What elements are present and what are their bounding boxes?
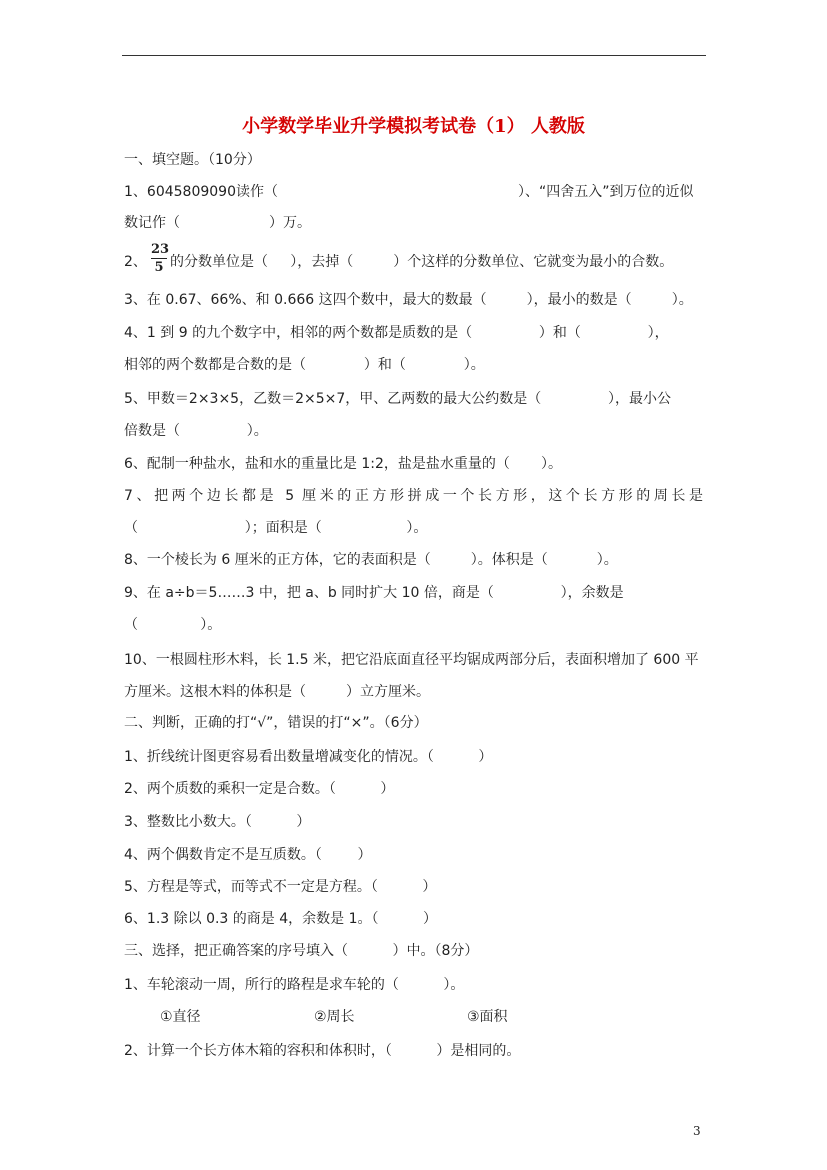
judge-item: 1、折线统计图更容易看出数量增减变化的情况。（ ）: [124, 749, 493, 765]
question-10-line-1: 10、一根圆柱形木料，长 1.5 米，把它沿底面直径平均锯成两部分后，表面积增加了 600 平: [124, 652, 699, 668]
question-1-part-c: 数记作（ ）万。: [124, 215, 312, 231]
fraction: [151, 242, 170, 275]
page-title: 小学数学毕业升学模拟考试卷（1） 人教版: [242, 116, 585, 137]
judge-item: 3、整数比小数大。（ ）: [124, 814, 311, 830]
question-1-part-b: ）、“四舍五入”到万位的近似: [518, 184, 694, 200]
question-7-line-2: （ ）；面积是（ ）。: [124, 520, 428, 536]
header-rule: [122, 55, 706, 56]
option-c: ③面积: [467, 1009, 508, 1025]
question-7-line-1: 7、把两个边长都是 5 厘米的正方形拼成一个长方形，这个长方形的周长是: [124, 488, 703, 504]
question-2-number: 2、: [124, 254, 147, 270]
question-5-line-2: 倍数是（ ）。: [124, 423, 268, 439]
question-3: 3、在 0.67、66%、和 0.666 这四个数中，最大的数最（ ），最小的数是（ ）。: [124, 292, 693, 308]
section2-heading: 二、判断，正确的打“√”，错误的打“×”。（6分）: [124, 715, 428, 731]
question-6: 6、配制一种盐水，盐和水的重量比是 1:2，盐是盐水重量的（ ）。: [124, 456, 563, 472]
option-b: ②周长: [314, 1009, 355, 1025]
section1-heading: 一、填空题。（10分）: [124, 152, 261, 168]
page-number: 3: [693, 1124, 701, 1138]
fraction-numerator: 23: [151, 242, 170, 257]
choice-question-2: 2、计算一个长方体木箱的容积和体积时，（ ）是相同的。: [124, 1043, 521, 1059]
question-8: 8、一个棱长为 6 厘米的正方体，它的表面积是（ ）。体积是（ ）。: [124, 552, 618, 568]
question-10-line-2: 方厘米。这根木料的体积是（ ）立方厘米。: [124, 684, 431, 700]
question-9-line-1: 9、在 a÷b＝5……3 中，把 a、b 同时扩大 10 倍，商是（ ），余数是: [124, 585, 624, 601]
fraction-bar: [151, 258, 167, 259]
judge-item: 2、两个质数的乘积一定是合数。（ ）: [124, 781, 395, 797]
judge-item: 6、1.3 除以 0.3 的商是 4，余数是 1。（ ）: [124, 911, 438, 927]
question-4-line-2: 相邻的两个数都是合数的是（ ）和（ ）。: [124, 357, 485, 373]
choice-question-1: 1、车轮滚动一周，所行的路程是求车轮的（ ）。: [124, 977, 465, 993]
question-1-part-a: 1、6045809090读作（: [124, 184, 278, 200]
question-5-line-1: 5、甲数＝2×3×5，乙数＝2×5×7，甲、乙两数的最大公约数是（ ），最小公: [124, 391, 672, 407]
judge-item: 5、方程是等式，而等式不一定是方程。（ ）: [124, 879, 437, 895]
question-4-line-1: 4、1 到 9 的九个数字中，相邻的两个数都是质数的是（ ）和（ ），: [124, 325, 669, 341]
section3-heading: 三、选择，把正确答案的序号填入（ ）中。（8分）: [124, 943, 479, 959]
question-2-text: 的分数单位是（ ），去掉（ ）个这样的分数单位、它就变为最小的合数。: [170, 254, 674, 270]
question-9-line-2: （ ）。: [124, 617, 222, 633]
option-a: ①直径: [160, 1009, 201, 1025]
judge-item: 4、两个偶数肯定不是互质数。（ ）: [124, 847, 372, 863]
fraction-denominator: 5: [154, 260, 164, 275]
